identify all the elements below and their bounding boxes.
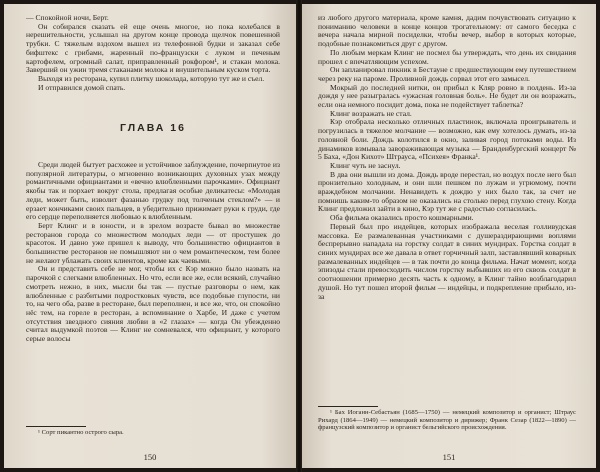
paragraph: Клинг возражать не стал. [330, 108, 412, 118]
paragraph: из любого другого материала, кроме камня, дадим почувствовать ситуацию к пониманию человеки в конце концов трогательному: от самого беседка с вечера начала мирной посиделки, чтобы вечер, выбор в которых которые, подобные познакомиться друг с другом. [318, 13, 576, 49]
paragraph: Выходя из ресторана, купил плитку шоколада, которую тут же и съел. [38, 73, 265, 83]
paragraph: Оба фильма оказались просто кошмарными. [330, 213, 474, 223]
paragraph: Он и представить себе не мог, чтобы их с Кэр можно было назвать на парочкой с слегками влюбленных. Но что, если все же, если всякий, случайно смотреть нежно, в них, мысли бы так — пустые разговоры о нем, как влюбленные с разбитыми подростковых чувств, все подобные глупости, ни то, на чего оба, разве в ресторане, был переполнен, и все же, что, он спокойно нёс тем, на гореле в ресторан, а вспоминание о Харбе, И даже с учетом отсутствия звездного сияния любви в «2 глазах» — когда Он убежденно считал выдумкой поэтов — Клинг не сомневался, что официант, у которого серые волосы [26, 264, 280, 344]
footnote: ¹ Сорт пикантно острого сыра. [38, 429, 124, 436]
left-page [4, 4, 296, 468]
paragraph: — Спокойной ночи, Берт. [26, 13, 109, 22]
paragraph: Среди людей бытует расхожее и устойчивое заблуждение, почерпнутое из популярной литературы, о мгновенно возникающих духовных узах между романтичными официантами и «вечно влюбленными парочками». Официант якобы так и порхает вокруг стола, предлагая особые деликатесы: «Молодая леди, может быть, изволит фазанью грудку под толченым стеклом?» — и ерзает кончиками своих пальцев, в убедительно прижимает руки к груди, где его сердце переполняется любовью к влюбленным. [26, 160, 280, 222]
paragraph: Берт Клинг и в юности, и в зрелом возрасте бывал во множестве ресторанов города со множеством молодых леди — от простушек до красоток. И давно уже пришел к выводу, что большинство официантов в большинстве ресторанов не помышляют ни о чем романтическом, тем более не желают ублажать своих клиентов, кроме как чаевыми. [26, 220, 280, 265]
right-page-body [318, 14, 576, 301]
paragraph: Кэр отобрала несколько отличных пластинок, включала проигрыватель и погрузилась в тяжелое молчание — возможно, как ему хотелось думать, из-за головной боли. Дождь колотился в окно, заливая город потоками воды. Из динамиков взмывала завораживающая музыка — Бранденбургский концерт № 5 Баха, «Дон Кихот» Штрауса, «Психея» Франка¹. [318, 117, 576, 162]
left-footnotes [26, 426, 280, 437]
paragraph: Клинг чуть не заснул. [330, 160, 401, 170]
paragraph: Первый был про индейцев, которых изображала веселая голливудская массовка. Ее размалеванная участниками с душераздирающими воплями беспрерывно нападала на горстку солдат в синих мундирах. Горстка солдат в синих мундирах все же давала в ответ горчичный залп, заставлявший коварных размалеванных индейцев — в так почти до конца фильма. Начат момент, когда эпизоды стали превосходить числом горстку выбывших из его сквозь солдат в соотношении примерно десять часть к одному, в Клинг тайно возблагодарил душой. Но тут пошел второй фильм — индейцы, и подкрепление прибыло, из-за [318, 221, 576, 301]
footnote-rule [318, 406, 378, 407]
paragraph: И отправился домой спать. [38, 82, 126, 92]
footnote: ¹ Бах Иоганн-Себастьян (1685—1750) — немецкий композитор и органист; Штраус Рихард (1864—1949) — немецкий композитор и дирижер; Франк Сезар (1822—1890) — французский композитор и органист бельгийского происхождения. [318, 409, 576, 431]
page-number: 150 [143, 452, 157, 462]
paragraph: Он запланировал пикник в Бестауне с предшествующим ему путешествием через реку на пароме. Проливной дождь сорвал этот его замысел. [318, 65, 576, 83]
right-footnotes [318, 406, 576, 432]
paragraph: Он собирался сказать ей еще очень многое, но пока колебался в нерешительности, услышал на другом конце провода щелчок повешенной трубки. С тяжелым вздохом вышел из телефонной будки и заказал себе бифштекс с грибами, жаренный по-французски с луком и печеным картофелем, огромный салат, приправленный рокфором¹, и стакан молока. Заверший он ужин тремя стаканами молока и внушительным куском торта. [26, 21, 280, 75]
footnote-rule [26, 426, 86, 427]
paragraph: Мокрый до последней нитки, он прибыл к Кляр ровно в полдень. Из-за дождя у нее разыгралась «ужасная головная боль». Не будет ли он возражать, если она немного посидит дома, пока не подействует таблетка? [318, 82, 576, 110]
page-number: 151 [442, 452, 456, 462]
paragraph: В два они вышли из дома. Дождь вроде перестал, но воздух после него был пронзительно холодным, и они шли пешком по лужам и угрюмому, почти враждебном молчании. Ненавидеть к дождю у них было так, за счет не помнишь каким-то образом не оказались на столько перед глухою стену. Когда Клинг предложил зайти в кино, Кэр тут же с радостью согласилась. [318, 169, 576, 214]
chapter-heading: ГЛАВА 16 [120, 122, 186, 135]
right-page [302, 4, 596, 468]
paragraph: По любым меркам Клинг не посмел бы утверждать, что день их свидания прошел с впечатляющим успехом. [318, 47, 576, 66]
left-page-body [26, 14, 280, 344]
